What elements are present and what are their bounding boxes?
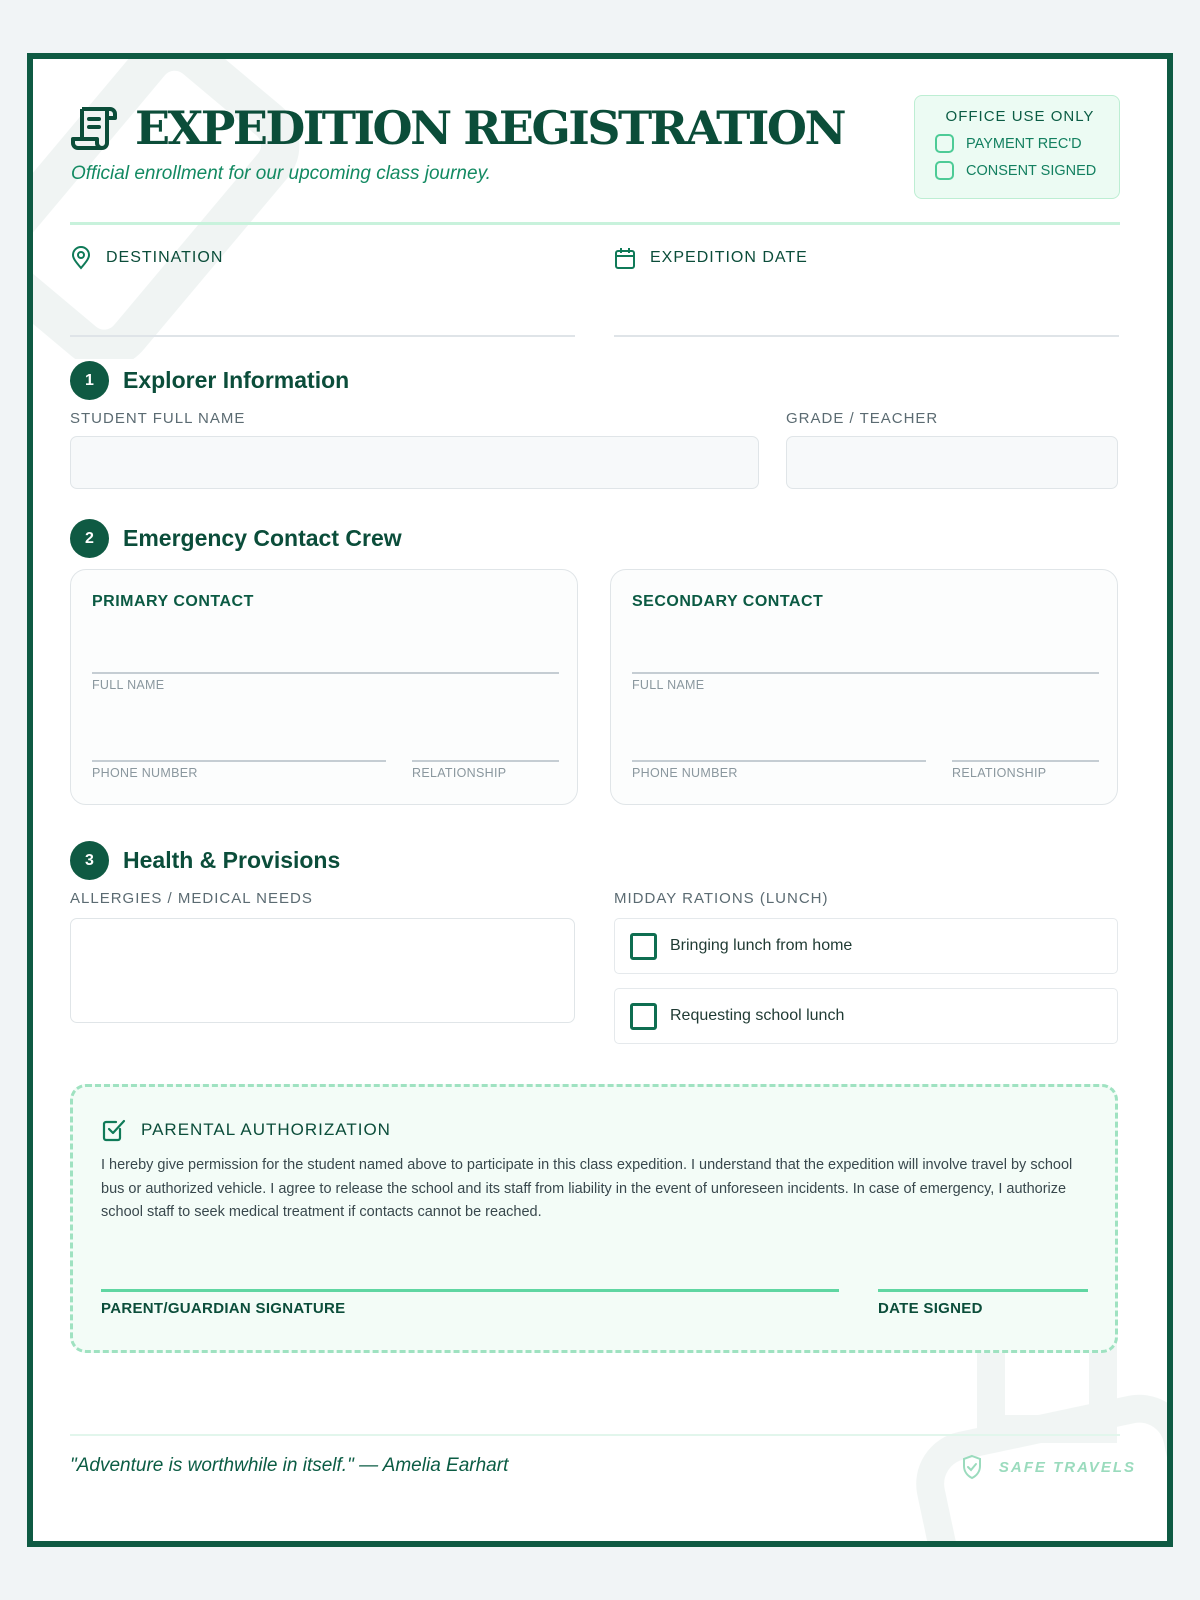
secondary-contact-title: SECONDARY CONTACT [632, 593, 824, 610]
primary-phone-caption: PHONE NUMBER [92, 766, 198, 780]
consent-label: CONSENT SIGNED [966, 162, 1097, 179]
header-divider [70, 222, 1120, 225]
primary-phone-input[interactable] [92, 760, 386, 762]
primary-contact-card [70, 569, 578, 805]
secondary-name-caption: FULL NAME [632, 678, 705, 692]
shield-check-icon [961, 1454, 983, 1480]
registration-form [27, 53, 1173, 1547]
destination-label [70, 246, 223, 270]
office-check-payment[interactable] [935, 134, 1105, 153]
section-explorer-header [70, 361, 349, 400]
payment-label: PAYMENT REC'D [966, 135, 1082, 152]
secondary-relationship-input[interactable] [952, 760, 1099, 762]
calendar-icon [614, 246, 636, 270]
lunch-school-checkbox[interactable] [630, 1003, 657, 1030]
section-health-header [70, 841, 340, 880]
primary-contact-title: PRIMARY CONTACT [92, 593, 254, 610]
student-name-label: STUDENT FULL NAME [70, 410, 246, 427]
secondary-phone-caption: PHONE NUMBER [632, 766, 738, 780]
primary-relationship-input[interactable] [412, 760, 559, 762]
allergies-textarea[interactable] [70, 918, 575, 1023]
lunch-home-checkbox[interactable] [630, 933, 657, 960]
map-pin-icon [70, 246, 92, 270]
safe-travels-text: SAFE TRAVELS [998, 1458, 1136, 1476]
lunch-label: MIDDAY RATIONS (LUNCH) [614, 890, 829, 907]
expedition-date-label [614, 246, 808, 270]
safe-travels-badge [961, 1454, 1136, 1480]
checkbox-checked-icon [101, 1117, 127, 1143]
grade-teacher-label: GRADE / TEACHER [786, 410, 939, 427]
allergies-label: ALLERGIES / MEDICAL NEEDS [70, 890, 313, 907]
destination-label-text: DESTINATION [106, 249, 224, 266]
section-number-3: 3 [70, 841, 109, 880]
section-emergency-header [70, 519, 402, 558]
expedition-date-label-text: EXPEDITION DATE [650, 249, 808, 266]
parental-authorization-panel [70, 1084, 1118, 1353]
section-number-1: 1 [70, 361, 109, 400]
secondary-relationship-caption: RELATIONSHIP [952, 766, 1047, 780]
scroll-icon [70, 103, 120, 153]
lunch-school-label: Requesting school lunch [670, 1007, 845, 1024]
lunch-option-school[interactable] [614, 988, 1118, 1044]
authorization-title: PARENTAL AUTHORIZATION [141, 1120, 391, 1139]
date-signed-label: DATE SIGNED [878, 1300, 983, 1317]
primary-name-caption: FULL NAME [92, 678, 165, 692]
office-use-box [914, 95, 1120, 199]
footer-quote: "Adventure is worthwhile in itself." — Amelia Earhart [70, 1455, 509, 1476]
secondary-contact-card [610, 569, 1118, 805]
signature-input[interactable] [101, 1289, 839, 1292]
primary-name-input[interactable] [92, 672, 559, 674]
office-check-consent[interactable] [935, 161, 1105, 180]
expedition-date-input[interactable] [614, 335, 1119, 337]
authorization-header [101, 1117, 391, 1143]
payment-checkbox[interactable] [935, 134, 954, 153]
section-title-explorer: Explorer Information [123, 367, 350, 393]
grade-teacher-input[interactable] [786, 436, 1118, 489]
primary-relationship-caption: RELATIONSHIP [412, 766, 507, 780]
consent-checkbox[interactable] [935, 161, 954, 180]
date-signed-input[interactable] [878, 1289, 1088, 1292]
page-subtitle: Official enrollment for our upcoming class journey. [71, 163, 491, 184]
section-title-emergency: Emergency Contact Crew [123, 525, 402, 551]
office-use-title: OFFICE USE ONLY [945, 108, 1095, 125]
lunch-home-label: Bringing lunch from home [670, 937, 853, 954]
page-title: EXPEDITION REGISTRATION [135, 101, 845, 155]
signature-label: PARENT/GUARDIAN SIGNATURE [101, 1300, 346, 1317]
destination-input[interactable] [70, 335, 575, 337]
secondary-phone-input[interactable] [632, 760, 926, 762]
footer-divider [70, 1434, 1120, 1436]
authorization-text: I hereby give permission for the student named above to participate in this class expedition. I understand that the expedition will involve travel by school bus or authorized vehicle. I agree to release the school and its staff from liability in the event of unforeseen incidents. In case of emergency, I authorize school staff to seek medical treatment if contacts cannot be reached. [101, 1157, 1073, 1220]
student-name-input[interactable] [70, 436, 759, 489]
section-number-2: 2 [70, 519, 109, 558]
secondary-name-input[interactable] [632, 672, 1099, 674]
form-header [70, 95, 1120, 221]
section-title-health: Health & Provisions [123, 847, 341, 873]
lunch-option-home[interactable] [614, 918, 1118, 974]
